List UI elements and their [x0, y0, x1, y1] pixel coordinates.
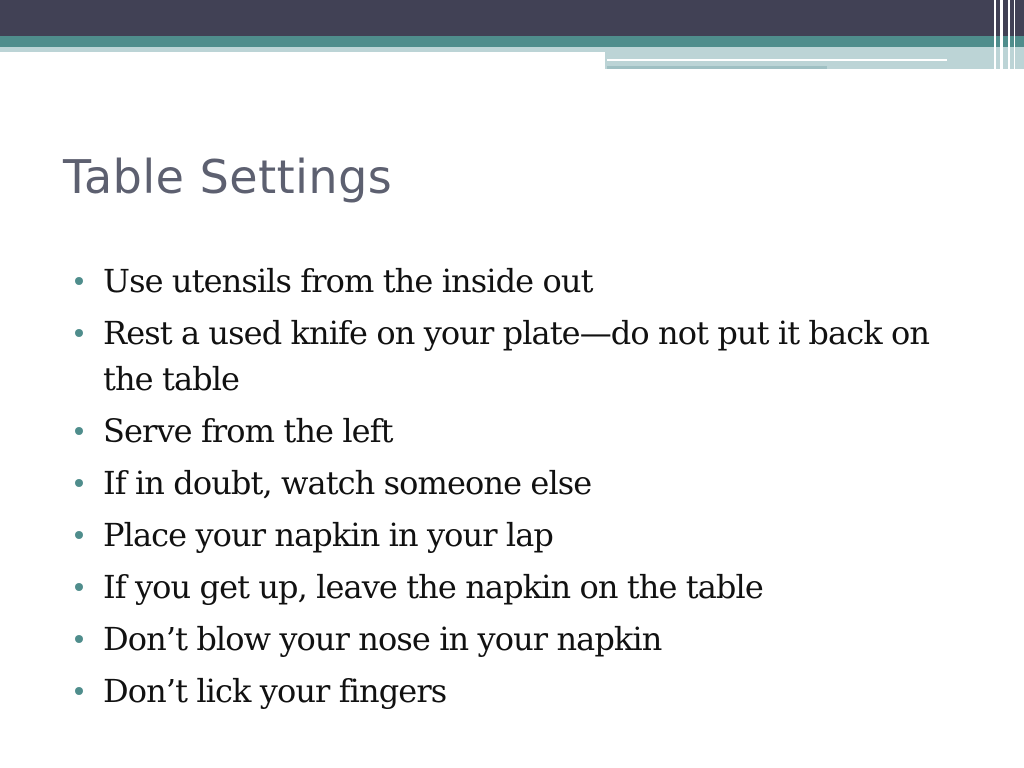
bullet-dot-icon — [75, 687, 83, 695]
list-item — [75, 616, 975, 662]
list-item — [75, 668, 975, 714]
list-item — [75, 512, 975, 558]
bullet-text: Place your napkin in your lap — [103, 516, 554, 554]
header-band-teal — [0, 36, 1024, 47]
bullet-dot-icon — [75, 427, 83, 435]
header-band-dark — [0, 0, 1024, 36]
bullet-dot-icon — [75, 531, 83, 539]
bullet-text: Don’t lick your fingers — [103, 672, 447, 710]
header-accent-line-2 — [607, 66, 827, 69]
bullet-dot-icon — [75, 329, 83, 337]
bullet-dot-icon — [75, 277, 83, 285]
list-item — [75, 408, 975, 454]
bullet-text: If in doubt, watch someone else — [103, 464, 592, 502]
bullet-list — [75, 258, 975, 720]
bullet-text: Serve from the left — [103, 412, 393, 450]
bullet-dot-icon — [75, 635, 83, 643]
header-accent-line — [607, 59, 947, 61]
bullet-text: Use utensils from the inside out — [103, 262, 593, 300]
list-item — [75, 258, 975, 304]
bullet-dot-icon — [75, 479, 83, 487]
bullet-text: Rest a used knife on your plate—do not put it back on the table — [103, 314, 930, 398]
list-item — [75, 460, 975, 506]
list-item — [75, 310, 975, 402]
bullet-dot-icon — [75, 583, 83, 591]
list-item — [75, 564, 975, 610]
header-stripes — [990, 0, 1024, 69]
slide-title: Table Settings — [63, 150, 393, 204]
bullet-text: Don’t blow your nose in your napkin — [103, 620, 662, 658]
bullet-text: If you get up, leave the napkin on the table — [103, 568, 763, 606]
